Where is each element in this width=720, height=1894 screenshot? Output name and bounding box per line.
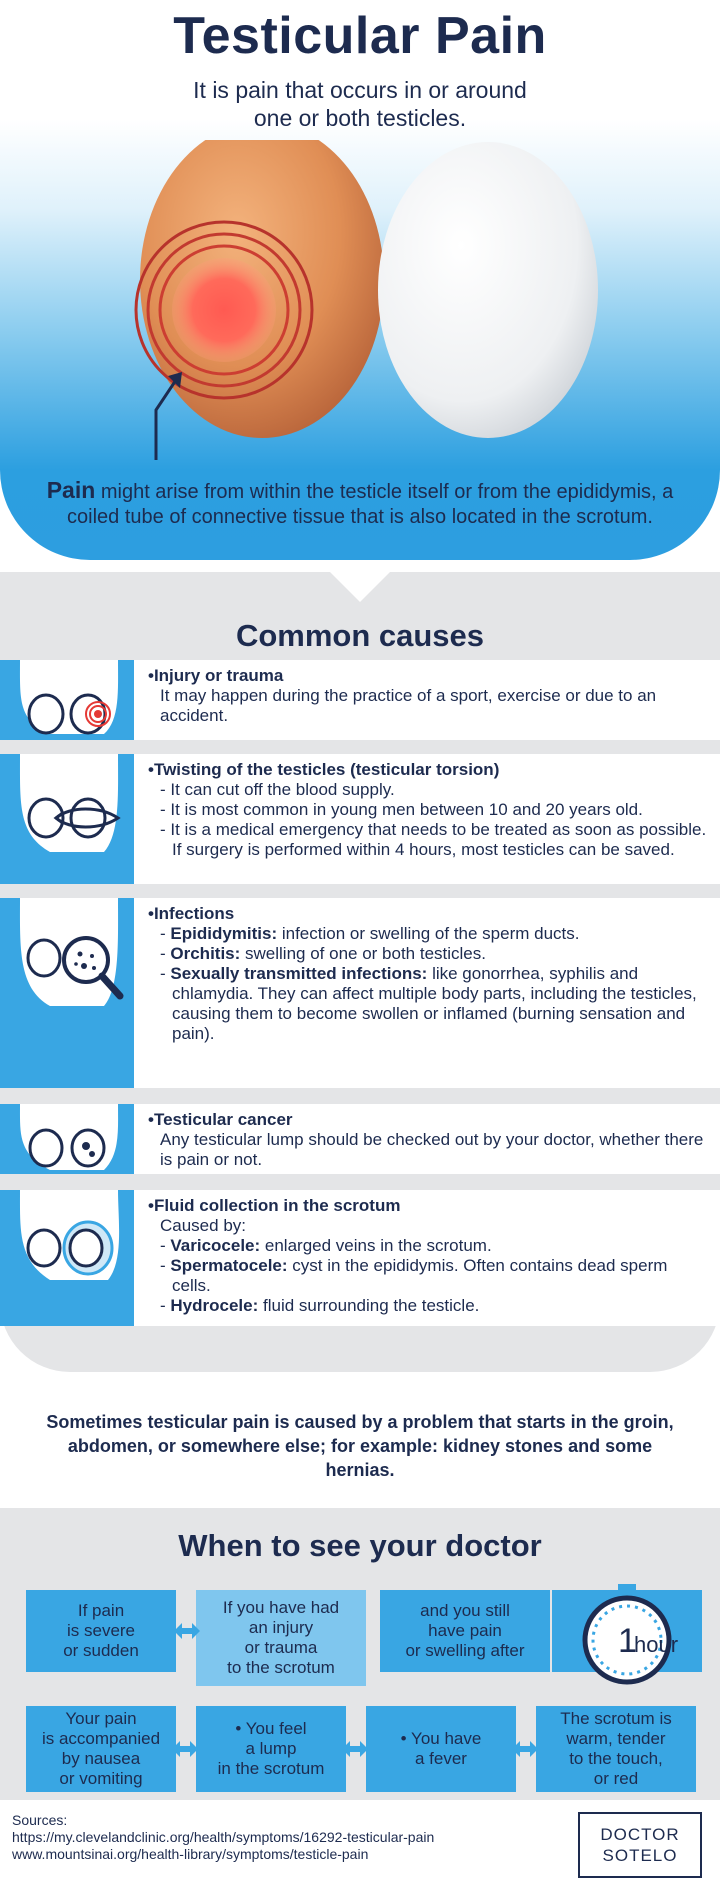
cancer-heading: • Testicular cancer	[148, 1110, 293, 1129]
lump-box: • You feel a lump in the scrotum	[196, 1706, 346, 1792]
fluid-term: Spermatocele:	[170, 1256, 288, 1275]
fluid-item: - Spermatocele: cyst in the epididymis. Often contains dead sperm cells.	[160, 1256, 668, 1295]
fluid-desc: cyst in the epididymis. Often contains dead sperm cells.	[172, 1256, 668, 1295]
source-link[interactable]: https://my.clevelandclinic.org/health/symptoms/16292-testicular-pain	[12, 1829, 435, 1845]
pain-spot	[172, 258, 276, 362]
cause-injury	[0, 660, 720, 740]
infections-icon	[0, 898, 134, 1088]
torsion-icon-box	[0, 754, 134, 884]
fluid-term: Hydrocele:	[170, 1296, 259, 1315]
infection-term: Epididymitis:	[170, 924, 278, 943]
infection-desc: swelling of one or both testicles.	[240, 944, 486, 963]
injury-text	[148, 666, 708, 726]
pain-caption-bold: Pain	[46, 477, 96, 503]
eggs-illustration	[0, 140, 720, 460]
timer-unit: hour	[634, 1632, 679, 1657]
still-pain-box: and you still have pain or swelling after	[380, 1590, 550, 1672]
infections-text	[148, 904, 708, 1044]
fluid-icon-box	[0, 1190, 134, 1326]
severe-pain-box: If pain is severe or sudden	[26, 1590, 176, 1672]
double-arrow-icon	[170, 1736, 200, 1762]
pointer-arrow	[156, 380, 176, 460]
torsion-item: - It is a medical emergency that needs to be treated as soon as possible. If surgery is performed within 4 hours, most testicles can be saved.	[160, 820, 707, 859]
cause-fluid	[0, 1190, 720, 1326]
section-notch	[330, 572, 390, 602]
cause-torsion	[0, 754, 720, 884]
injury-heading: • Injury or trauma	[148, 666, 283, 685]
infection-term: Sexually transmitted infections:	[170, 964, 428, 983]
infection-desc: infection or swelling of the sperm ducts.	[277, 924, 580, 943]
note-text: Sometimes testicular pain is caused by a problem that starts in the groin, abdomen, or somewhere else; for example: kidney stones and some hernias.	[46, 1412, 674, 1480]
torsion-text	[148, 760, 708, 860]
fluid-text	[148, 1196, 708, 1316]
double-arrow-icon	[340, 1736, 370, 1762]
fluid-heading: • Fluid collection in the scrotum	[148, 1196, 400, 1215]
cause-infections	[0, 898, 720, 1088]
scrotum-red-box: The scrotum is warm, tender to the touch, or red	[536, 1706, 696, 1792]
lump-dot	[82, 1142, 90, 1150]
cancer-text	[148, 1110, 708, 1170]
torsion-heading: • Twisting of the testicles (testicular torsion)	[148, 760, 499, 779]
white-egg	[378, 142, 598, 438]
fluid-item: - Varicocele: enlarged veins in the scrotum.	[160, 1236, 492, 1255]
torsion-icon	[0, 754, 134, 884]
torsion-item: - It can cut off the blood supply.	[160, 780, 395, 799]
timer-number: 1	[618, 1622, 637, 1660]
fluid-item: - Hydrocele: fluid surrounding the testicle.	[160, 1296, 480, 1315]
infection-item: - Orchitis: swelling of one or both testicles.	[160, 944, 486, 963]
sources	[12, 1812, 434, 1863]
infection-item: - Epididymitis: infection or swelling of the sperm ducts.	[160, 924, 580, 943]
doctor-title: When to see your doctor	[178, 1528, 542, 1563]
double-arrow-icon	[510, 1736, 540, 1762]
cause-cancer	[0, 1104, 720, 1174]
injury-box: If you have had an injury or trauma to the scrotum	[196, 1590, 366, 1686]
logo-line-1: DOCTOR	[600, 1825, 680, 1844]
pain-caption	[40, 478, 680, 530]
fluid-desc: fluid surrounding the testicle.	[258, 1296, 480, 1315]
logo-line-2: SOTELO	[602, 1846, 678, 1865]
cancer-icon	[0, 1104, 134, 1174]
source-link[interactable]: www.mountsinai.org/health-library/symptoms/testicle-pain	[12, 1846, 369, 1862]
fluid-desc: enlarged veins in the scrotum.	[260, 1236, 492, 1255]
infections-heading: • Infections	[148, 904, 234, 923]
nausea-box: Your pain is accompanied by nausea or vomiting	[26, 1706, 176, 1792]
page-title: Testicular Pain	[173, 7, 547, 65]
torsion-item: - It is most common in young men between 10 and 20 years old.	[160, 800, 643, 819]
fluid-icon	[0, 1190, 134, 1326]
cancer-description: Any testicular lump should be checked out by your doctor, whether there is pain or not.	[160, 1130, 704, 1169]
sources-label: Sources:	[12, 1812, 68, 1828]
injury-description: It may happen during the practice of a sport, exercise or due to an accident.	[160, 686, 657, 725]
causes-title: Common causes	[235, 618, 485, 653]
page-subtitle: It is pain that occurs in or around one or both testicles.	[193, 77, 527, 131]
infection-term: Orchitis:	[170, 944, 241, 963]
infections-icon-box	[0, 898, 134, 1088]
infection-desc: like gonorrhea, syphilis and chlamydia. They can affect multiple body parts, including the testicles, causing them to become swollen or inflamed (burning sensation and pain).	[172, 964, 697, 1043]
injury-icon	[0, 660, 134, 740]
fever-box: • You have a fever	[366, 1706, 516, 1792]
doctor-sotelo-logo	[578, 1812, 702, 1878]
infection-item: - Sexually transmitted infections: like gonorrhea, syphilis and chlamydia. They can affect multiple body parts, including the testicles, causing them to become swollen or inflamed (burning sensation and pain).	[160, 964, 697, 1043]
timer-icon	[552, 1582, 702, 1696]
fluid-intro: Caused by:	[160, 1216, 246, 1235]
pain-caption-text: might arise from within the testicle itself or from the epididymis, a coiled tube of connective tissue that is also located in the scrotum.	[67, 481, 674, 528]
injury-icon-box	[0, 660, 134, 740]
double-arrow-icon	[172, 1618, 202, 1644]
fluid-term: Varicocele:	[170, 1236, 261, 1255]
cancer-icon-box	[0, 1104, 134, 1174]
